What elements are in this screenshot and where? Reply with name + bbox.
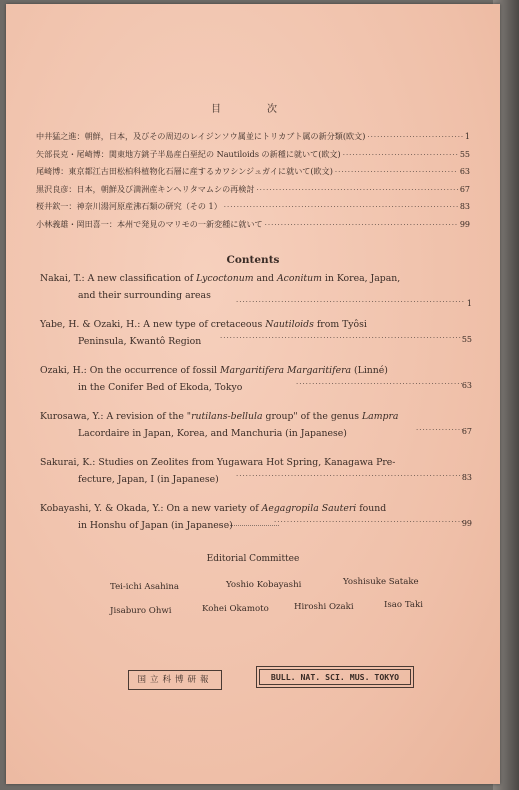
section-divider bbox=[219, 525, 279, 526]
journal-abbrev-en-text: BULL. NAT. SCI. MUS. TOKYO bbox=[270, 672, 400, 682]
jp-contents-item bbox=[36, 181, 470, 199]
committee-member: Kohei Okamoto bbox=[202, 604, 269, 614]
committee-member: Isao Taki bbox=[384, 600, 423, 610]
journal-abbrev-jp: 国立科博研報 bbox=[128, 670, 222, 690]
committee-member: Jisaburo Ohwi bbox=[110, 606, 172, 616]
committee-heading: Editorial Committee bbox=[206, 554, 300, 564]
jp-contents-item bbox=[36, 216, 470, 234]
committee-member: Tei-ichi Asahina bbox=[110, 582, 180, 592]
entry-first-line: Sakurai, K.: Studies on Zeolites from Yugawara Hot Spring, Kanagawa Pre- bbox=[40, 457, 396, 468]
entry-first-line: Kurosawa, Y.: A revision of the "rutilans-bellula group" of the genus Lampra bbox=[40, 411, 399, 422]
stamp-frame bbox=[259, 669, 411, 685]
dot-leader bbox=[236, 472, 464, 484]
committee-member: Yoshio Kobayashi bbox=[226, 580, 302, 590]
entry-first-line: Yabe, H. & Ozaki, H.: A new type of cretaceous Nautiloids from Tyôsi bbox=[40, 319, 367, 330]
entry-page: 67 bbox=[461, 427, 472, 436]
dot-leader bbox=[220, 334, 464, 346]
dot-leader bbox=[274, 518, 464, 530]
jp-entry-text: 黒沢良彦：日本，朝鮮及び満洲産キンヘリタマムシの再検討 bbox=[36, 183, 255, 194]
contents-entry bbox=[40, 361, 472, 407]
dot-leader bbox=[236, 298, 464, 310]
dot-leader bbox=[343, 147, 458, 165]
jp-entry-page: 1 bbox=[464, 132, 470, 141]
entry-page: 99 bbox=[461, 519, 472, 528]
jp-contents-item bbox=[36, 198, 470, 216]
jp-entry-text: 小林義雄・岡田喜一：本州で発見のマリモの一新変種に就いて bbox=[36, 218, 263, 229]
contents-entry bbox=[40, 453, 472, 499]
entry-second-line: and their surrounding areas bbox=[78, 290, 211, 301]
jp-entry-text: 中井猛之進：朝鮮，日本，及びその周辺のレイジンソウ属並にトリカブト属の新分類(欧文) bbox=[36, 131, 366, 141]
journal-page bbox=[6, 4, 500, 784]
jp-entry-text: 矢部長克・尾崎博：関東地方銚子半島産白堊紀の Nautiloids の新種に就いて(欧文) bbox=[36, 148, 341, 159]
entry-second-line: fecture, Japan, I (in Japanese) bbox=[78, 474, 219, 485]
contents-entry bbox=[40, 269, 472, 315]
entry-page: 83 bbox=[461, 473, 472, 482]
entry-second-line: in Honshu of Japan (in Japanese) bbox=[78, 520, 233, 531]
jp-entry-page: 63 bbox=[459, 167, 470, 177]
jp-entry-text: 桜井欽一：神奈川湯河原産沸石類の研究（その 1） bbox=[36, 201, 222, 212]
entry-first-line: Kobayashi, Y. & Okada, Y.: On a new variety of Aegagropila Sauteri found bbox=[40, 503, 387, 514]
dot-leader bbox=[416, 426, 464, 438]
jp-contents-title: 目 次 bbox=[211, 104, 295, 115]
dot-leader bbox=[265, 217, 458, 235]
entry-second-line: Lacordaire in Japan, Korea, and Manchuria (in Japanese) bbox=[78, 428, 347, 439]
entry-page: 63 bbox=[461, 381, 472, 390]
jp-contents-item bbox=[36, 146, 470, 164]
jp-entry-page: 67 bbox=[459, 184, 470, 194]
contents-entry bbox=[40, 407, 472, 453]
entry-page: 55 bbox=[461, 335, 472, 344]
contents-entry bbox=[40, 499, 472, 545]
entry-second-line: Peninsula, Kwantô Region bbox=[78, 336, 202, 347]
dot-leader bbox=[224, 199, 458, 217]
contents-heading: Contents bbox=[226, 254, 280, 266]
jp-entry-page: 83 bbox=[459, 202, 470, 212]
jp-contents-item bbox=[36, 163, 470, 181]
jp-entry-text: 尾崎博：東京都江古田松柏科植物化石層に産するカワシンジュガイに就いて(欧文) bbox=[36, 166, 333, 177]
jp-contents-item bbox=[36, 128, 470, 146]
dot-leader bbox=[256, 182, 457, 200]
committee-member: Yoshisuke Satake bbox=[343, 577, 419, 587]
dot-leader bbox=[296, 380, 464, 392]
jp-contents-list bbox=[36, 128, 470, 234]
journal-abbrev-en bbox=[256, 666, 414, 688]
dot-leader bbox=[367, 129, 463, 147]
entry-first-line: Ozaki, H.: On the occurrence of fossil Margaritifera Margaritifera (Linné) bbox=[40, 365, 388, 376]
jp-entry-page: 99 bbox=[459, 219, 470, 229]
contents-entry bbox=[40, 315, 472, 361]
committee-member: Hiroshi Ozaki bbox=[294, 602, 354, 612]
entry-page: 1 bbox=[466, 299, 472, 308]
entry-first-line: Nakai, T.: A new classification of Lycoctonum and Aconitum in Korea, Japan, bbox=[40, 273, 401, 284]
entry-second-line: in the Conifer Bed of Ekoda, Tokyo bbox=[78, 382, 243, 393]
dot-leader bbox=[335, 164, 458, 182]
jp-entry-page: 55 bbox=[459, 149, 470, 159]
contents-list bbox=[40, 269, 472, 545]
